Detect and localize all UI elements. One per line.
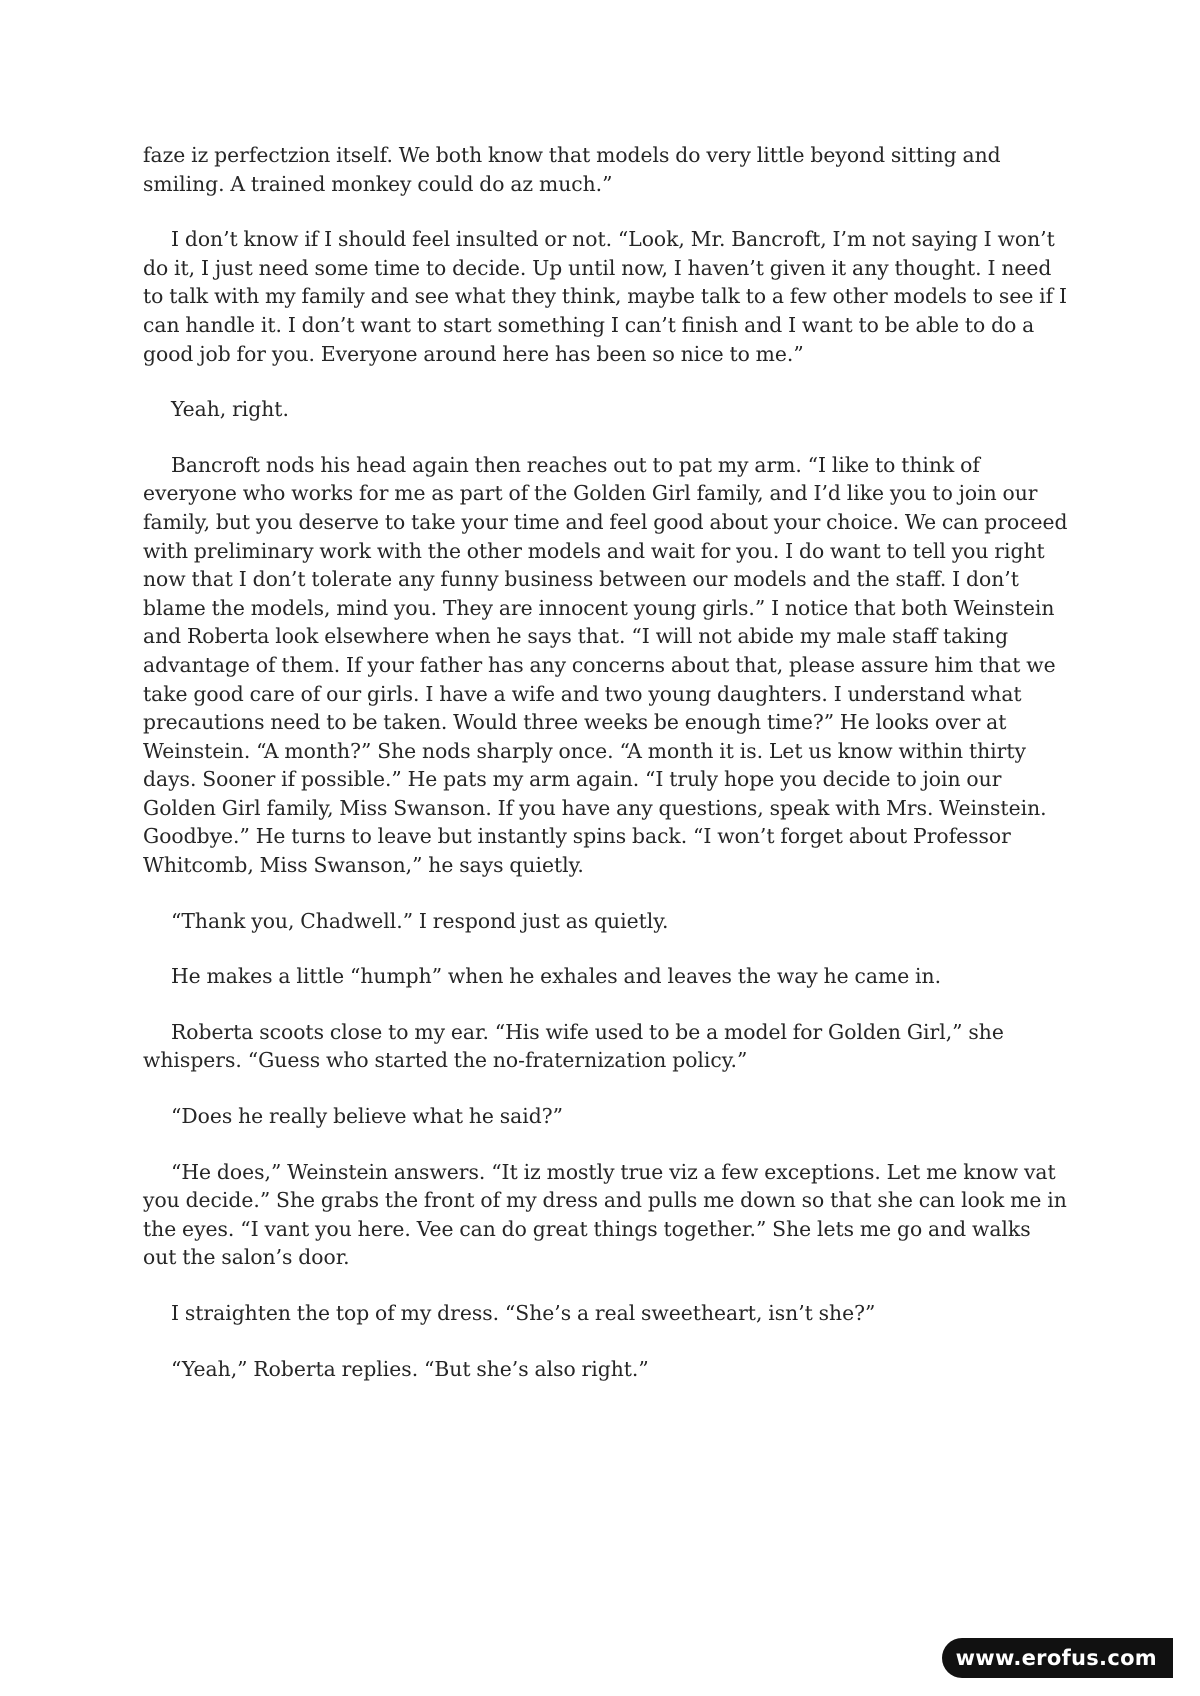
paragraph: “Does he really believe what he said?” <box>171 1104 563 1129</box>
paragraph: Roberta scoots close to my ear. “His wife used to be a model for Golden Girl,” she whispers. “Guess who started the no-fraternization policy.” <box>143 1019 1004 1073</box>
watermark-badge <box>942 1638 1173 1678</box>
paragraph: He makes a little “humph” when he exhales and leaves the way he came in. <box>171 964 942 989</box>
paragraph: I don’t know if I should feel insulted or not. “Look, Mr. Bancroft, I’m not saying I won’t do it, I just need some time to decide. Up until now, I haven’t given it any thought. I need to talk with my family and see what they think, maybe talk to a few other models to see if I can handle it. I don’t want to start something I can’t finish and I want to be able to do a good job for you. Everyone around here has been so nice to me.” <box>143 227 1068 366</box>
paragraph: “Yeah,” Roberta replies. “But she’s also right.” <box>171 1356 649 1381</box>
paragraph: Bancroft nods his head again then reaches out to pat my arm. “I like to think of everyone who works for me as part of the Golden Girl family, and I’d like you to join our family, but you deserve to take your time and feel good about your choice. We can proceed with preliminary work with the other models and wait for you. I do want to tell you right now that I don’t tolerate any funny business between our models and the staff. I don’t blame the models, mind you. They are innocent young girls.” I notice that both Weinstein and Roberta look elsewhere when he says that. “I will not abide my male staff taking advantage of them. If your father has any concerns about that, please assure him that we take good care of our girls. I have a wife and two young daughters. I understand what precautions need to be taken. Would three weeks be enough time?” He looks over at Weinstein. “A month?” She nods sharply once. “A month it is. Let us know within thirty days. Sooner if possible.” He pats my arm again. “I truly hope you decide to join our Golden Girl family, Miss Swanson. If you have any questions, speak with Mrs. Weinstein. Goodbye.” He turns to leave but instantly spins back. “I won’t forget about Professor Whitcomb, Miss Swanson,” he says quietly. <box>143 452 1068 878</box>
paragraph: faze iz perfectzion itself. We both know that models do very little beyond sitting and smiling. A trained monkey could do az much.” <box>143 143 1001 196</box>
page-text <box>143 141 1068 1410</box>
watermark-text: www.erofus.com <box>955 1646 1157 1670</box>
paragraph: “Thank you, Chadwell.” I respond just as quietly. <box>171 908 669 933</box>
paragraph: “He does,” Weinstein answers. “It iz mostly true viz a few exceptions. Let me know vat you decide.” She grabs the front of my dress and pulls me down so that she can look me in the eyes. “I vant you here. Vee can do great things together.” She lets me go and walks out the salon’s door. <box>143 1159 1067 1270</box>
paragraph: Yeah, right. <box>171 397 289 422</box>
paragraph: I straighten the top of my dress. “She’s a real sweetheart, isn’t she?” <box>171 1301 876 1325</box>
